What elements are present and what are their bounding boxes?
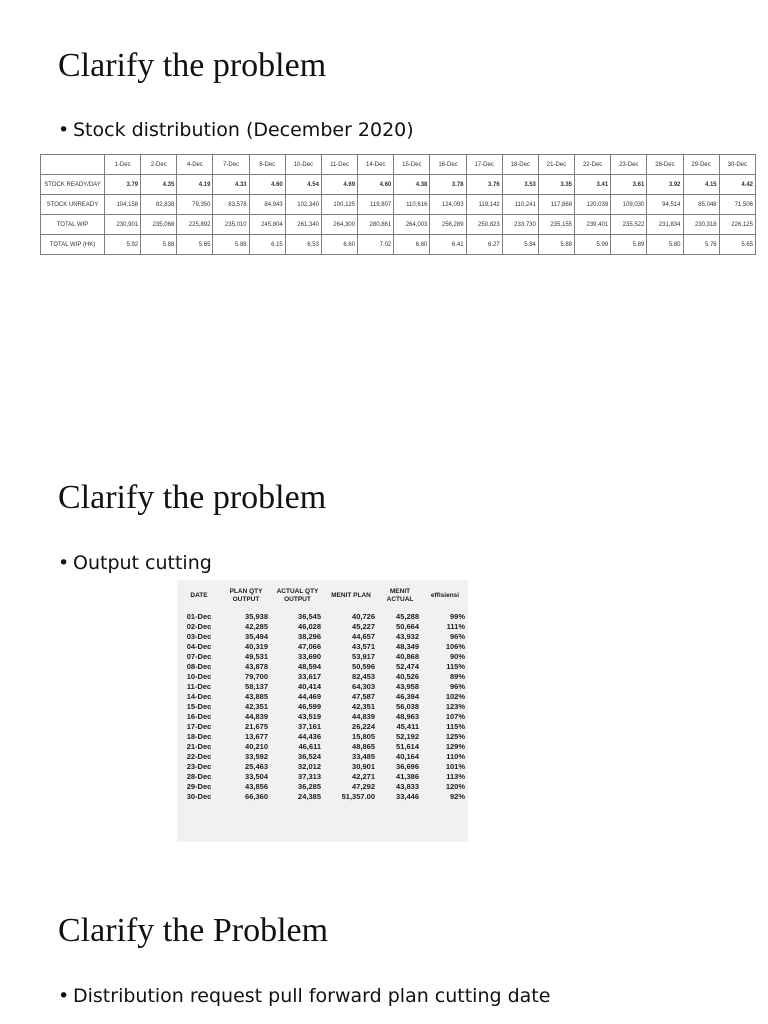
stock-header-corner bbox=[41, 155, 105, 175]
cutting-value-cell: 40,210 bbox=[245, 742, 268, 751]
stock-cell: 7.02 bbox=[358, 235, 394, 255]
stock-cell: 233,730 bbox=[502, 215, 538, 235]
cutting-table-row bbox=[177, 662, 468, 672]
cutting-value-cell: 44,839 bbox=[352, 712, 375, 721]
cutting-value-cell: 79,700 bbox=[245, 672, 268, 681]
cutting-value-cell: 24,385 bbox=[298, 792, 321, 801]
cutting-value-cell: 33,446 bbox=[396, 792, 419, 801]
cutting-value-cell: 26,224 bbox=[352, 722, 375, 731]
cutting-value-cell: 40,526 bbox=[396, 672, 419, 681]
stock-cell: 4.60 bbox=[249, 175, 285, 195]
cutting-value-cell: 43,878 bbox=[245, 662, 268, 671]
cutting-value-cell: 40,319 bbox=[245, 642, 268, 651]
cutting-value-cell: 40,726 bbox=[352, 612, 375, 621]
cutting-value-cell: 52,192 bbox=[396, 732, 419, 741]
output-cutting-table bbox=[177, 580, 468, 802]
stock-cell: 5.80 bbox=[647, 235, 683, 255]
cutting-value-cell: 99% bbox=[449, 612, 465, 621]
stock-header-date: 8-Dec bbox=[249, 155, 285, 175]
stock-header-date: 21-Dec bbox=[538, 155, 574, 175]
cutting-date-cell: 17-Dec bbox=[186, 722, 212, 731]
stock-cell: 79,350 bbox=[177, 195, 213, 215]
cutting-value-cell: 51,614 bbox=[396, 742, 419, 751]
cutting-value-cell: 25,463 bbox=[245, 762, 268, 771]
stock-cell: 230,318 bbox=[683, 215, 719, 235]
cutting-value-cell: 48,963 bbox=[396, 712, 419, 721]
cutting-table-header-row bbox=[177, 580, 468, 612]
stock-cell: 120,039 bbox=[575, 195, 611, 215]
cutting-date-cell: 14-Dec bbox=[186, 692, 212, 701]
cutting-table-row bbox=[177, 672, 468, 682]
cutting-value-cell: 47,066 bbox=[298, 642, 321, 651]
cutting-date-cell: 30-Dec bbox=[186, 792, 212, 801]
stock-cell: 6.60 bbox=[394, 235, 430, 255]
cutting-value-cell: 13,677 bbox=[245, 732, 268, 741]
bullet-dot-icon: • bbox=[58, 552, 70, 574]
stock-cell: 5.65 bbox=[177, 235, 213, 255]
stock-cell: 239,401 bbox=[575, 215, 611, 235]
stock-cell: 6.53 bbox=[285, 235, 321, 255]
cutting-value-cell: 96% bbox=[449, 632, 465, 641]
section2-bullet bbox=[58, 551, 212, 575]
section3-bullet-text: Distribution request pull forward plan cutting date bbox=[73, 985, 551, 1007]
stock-cell: 119,142 bbox=[466, 195, 502, 215]
cutting-value-cell: 113% bbox=[446, 772, 465, 781]
cutting-value-cell: 46,394 bbox=[396, 692, 419, 701]
stock-cell: 4.69 bbox=[321, 175, 357, 195]
cutting-value-cell: 120% bbox=[445, 782, 465, 791]
cutting-table-row bbox=[177, 632, 468, 642]
cutting-value-cell: 44,839 bbox=[245, 712, 268, 721]
stock-cell: 264,003 bbox=[394, 215, 430, 235]
cutting-table-row bbox=[177, 762, 468, 772]
stock-cell: 235,155 bbox=[538, 215, 574, 235]
stock-row-label: STOCK READY/DAY bbox=[41, 175, 105, 195]
stock-header-date: 4-Dec bbox=[177, 155, 213, 175]
cutting-value-cell: 43,519 bbox=[298, 712, 321, 721]
cutting-value-cell: 92% bbox=[449, 792, 465, 801]
cutting-value-cell: 44,657 bbox=[352, 632, 375, 641]
cutting-value-cell: 48,594 bbox=[298, 662, 321, 671]
section1-bullet bbox=[58, 118, 414, 142]
output-cutting-panel bbox=[177, 580, 468, 842]
stock-header-date: 30-Dec bbox=[719, 155, 755, 175]
stock-cell: 84,943 bbox=[249, 195, 285, 215]
cutting-value-cell: 46,611 bbox=[298, 742, 321, 751]
stock-header-date: 14-Dec bbox=[358, 155, 394, 175]
cutting-value-cell: 36,545 bbox=[298, 612, 321, 621]
cutting-value-cell: 42,351 bbox=[352, 702, 375, 711]
cutting-value-cell: 30,901 bbox=[352, 762, 375, 771]
cutting-value-cell: 43,958 bbox=[396, 682, 419, 691]
stock-cell: 250,823 bbox=[466, 215, 502, 235]
stock-table-header-row bbox=[41, 155, 756, 175]
cutting-value-cell: 43,885 bbox=[245, 692, 268, 701]
stock-cell: 3.41 bbox=[575, 175, 611, 195]
stock-distribution-table bbox=[40, 154, 756, 255]
stock-cell: 5.76 bbox=[683, 235, 719, 255]
stock-cell: 104,158 bbox=[105, 195, 141, 215]
cutting-value-cell: 50,596 bbox=[352, 662, 375, 671]
stock-header-date: 2-Dec bbox=[141, 155, 177, 175]
stock-row-label: TOTAL WIP (HK) bbox=[41, 235, 105, 255]
cutting-table-row bbox=[177, 692, 468, 702]
stock-header-date: 22-Dec bbox=[575, 155, 611, 175]
stock-cell: 5.99 bbox=[575, 235, 611, 255]
cutting-value-cell: 129% bbox=[445, 742, 465, 751]
stock-header-date: 18-Dec bbox=[502, 155, 538, 175]
stock-cell: 119,807 bbox=[358, 195, 394, 215]
stock-cell: 235,010 bbox=[213, 215, 249, 235]
cutting-value-cell: 36,285 bbox=[298, 782, 321, 791]
section2-title: Clarify the problem bbox=[58, 479, 327, 516]
bullet-dot-icon: • bbox=[58, 985, 70, 1007]
cutting-value-cell: 47,292 bbox=[352, 782, 375, 791]
stock-cell: 102,340 bbox=[285, 195, 321, 215]
cutting-table-row bbox=[177, 752, 468, 762]
cutting-value-cell: 53,917 bbox=[352, 652, 375, 661]
stock-cell: 94,514 bbox=[647, 195, 683, 215]
cutting-header-cell: MENIT ACTUAL bbox=[386, 588, 414, 603]
section2-bullet-text: Output cutting bbox=[73, 552, 212, 574]
cutting-date-cell: 10-Dec bbox=[186, 672, 212, 681]
stock-cell: 280,861 bbox=[358, 215, 394, 235]
stock-header-date: 7-Dec bbox=[213, 155, 249, 175]
cutting-date-cell: 11-Dec bbox=[186, 682, 212, 691]
stock-cell: 117,868 bbox=[538, 195, 574, 215]
stock-cell: 5.92 bbox=[105, 235, 141, 255]
stock-cell: 3.35 bbox=[538, 175, 574, 195]
stock-cell: 124,093 bbox=[430, 195, 466, 215]
stock-header-date: 11-Dec bbox=[321, 155, 357, 175]
cutting-value-cell: 38,296 bbox=[298, 632, 321, 641]
cutting-value-cell: 35,938 bbox=[245, 612, 268, 621]
stock-cell: 6.41 bbox=[430, 235, 466, 255]
cutting-value-cell: 115% bbox=[446, 662, 465, 671]
stock-cell: 5.84 bbox=[502, 235, 538, 255]
cutting-header-cell: ACTUAL QTY OUTPUT bbox=[276, 588, 319, 603]
cutting-value-cell: 102% bbox=[445, 692, 465, 701]
cutting-value-cell: 42,271 bbox=[352, 772, 375, 781]
stock-cell: 245,804 bbox=[249, 215, 285, 235]
cutting-date-cell: 23-Dec bbox=[186, 762, 212, 771]
stock-cell: 5.89 bbox=[611, 235, 647, 255]
stock-cell: 100,125 bbox=[321, 195, 357, 215]
stock-cell: 3.61 bbox=[611, 175, 647, 195]
cutting-value-cell: 33,592 bbox=[245, 752, 268, 761]
cutting-table-row bbox=[177, 682, 468, 692]
cutting-date-cell: 28-Dec bbox=[186, 772, 212, 781]
stock-header-date: 28-Dec bbox=[647, 155, 683, 175]
stock-cell: 3.92 bbox=[647, 175, 683, 195]
cutting-value-cell: 106% bbox=[445, 642, 465, 651]
stock-cell: 261,340 bbox=[285, 215, 321, 235]
cutting-value-cell: 40,164 bbox=[396, 752, 419, 761]
stock-cell: 6.60 bbox=[321, 235, 357, 255]
stock-cell: 6.27 bbox=[466, 235, 502, 255]
stock-cell: 235,522 bbox=[611, 215, 647, 235]
cutting-value-cell: 21,675 bbox=[245, 722, 268, 731]
cutting-value-cell: 47,587 bbox=[352, 692, 375, 701]
cutting-header-cell: DATE bbox=[190, 592, 208, 599]
cutting-value-cell: 46,599 bbox=[298, 702, 321, 711]
cutting-table-row bbox=[177, 622, 468, 632]
cutting-date-cell: 04-Dec bbox=[186, 642, 212, 651]
cutting-table-row bbox=[177, 612, 468, 622]
stock-cell: 109,030 bbox=[611, 195, 647, 215]
cutting-table-row bbox=[177, 772, 468, 782]
bullet-dot-icon: • bbox=[58, 119, 70, 141]
cutting-value-cell: 45,288 bbox=[396, 612, 419, 621]
cutting-value-cell: 42,285 bbox=[245, 622, 268, 631]
cutting-value-cell: 45,227 bbox=[352, 622, 375, 631]
cutting-date-cell: 02-Dec bbox=[186, 622, 212, 631]
stock-cell: 110,616 bbox=[394, 195, 430, 215]
stock-cell: 6.15 bbox=[249, 235, 285, 255]
cutting-date-cell: 15-Dec bbox=[186, 702, 212, 711]
cutting-value-cell: 56,038 bbox=[396, 702, 419, 711]
cutting-date-cell: 08-Dec bbox=[186, 662, 212, 671]
stock-cell: 4.19 bbox=[177, 175, 213, 195]
stock-table-row bbox=[41, 175, 756, 195]
cutting-table-row bbox=[177, 742, 468, 752]
stock-table-row bbox=[41, 215, 756, 235]
cutting-value-cell: 111% bbox=[446, 622, 465, 631]
section3-bullet bbox=[58, 984, 550, 1008]
stock-cell: 5.88 bbox=[538, 235, 574, 255]
cutting-value-cell: 36,696 bbox=[396, 762, 419, 771]
cutting-value-cell: 37,313 bbox=[298, 772, 321, 781]
cutting-value-cell: 90% bbox=[449, 652, 465, 661]
cutting-value-cell: 40,868 bbox=[396, 652, 419, 661]
cutting-value-cell: 82,453 bbox=[352, 672, 375, 681]
stock-header-date: 23-Dec bbox=[611, 155, 647, 175]
stock-cell: 4.15 bbox=[683, 175, 719, 195]
stock-cell: 4.42 bbox=[719, 175, 755, 195]
cutting-value-cell: 51,357.00 bbox=[341, 792, 375, 801]
cutting-value-cell: 123% bbox=[445, 702, 465, 711]
cutting-date-cell: 03-Dec bbox=[186, 632, 212, 641]
cutting-value-cell: 43,932 bbox=[396, 632, 419, 641]
cutting-value-cell: 32,012 bbox=[298, 762, 321, 771]
stock-cell: 225,892 bbox=[177, 215, 213, 235]
cutting-date-cell: 21-Dec bbox=[186, 742, 212, 751]
cutting-value-cell: 36,524 bbox=[298, 752, 321, 761]
cutting-value-cell: 89% bbox=[449, 672, 465, 681]
cutting-table-row bbox=[177, 642, 468, 652]
cutting-value-cell: 35,494 bbox=[245, 632, 268, 641]
section1-bullet-text: Stock distribution (December 2020) bbox=[73, 119, 414, 141]
cutting-table-row bbox=[177, 732, 468, 742]
cutting-value-cell: 43,571 bbox=[352, 642, 375, 651]
cutting-table-row bbox=[177, 652, 468, 662]
stock-cell: 83,578 bbox=[213, 195, 249, 215]
cutting-header-cell: MENIT PLAN bbox=[331, 592, 371, 599]
cutting-value-cell: 33,617 bbox=[298, 672, 321, 681]
cutting-value-cell: 33,690 bbox=[298, 652, 321, 661]
stock-cell: 3.79 bbox=[105, 175, 141, 195]
cutting-value-cell: 96% bbox=[449, 682, 465, 691]
stock-cell: 5.65 bbox=[719, 235, 755, 255]
cutting-value-cell: 33,485 bbox=[352, 752, 375, 761]
stock-cell: 264,300 bbox=[321, 215, 357, 235]
cutting-value-cell: 44,469 bbox=[298, 692, 321, 701]
stock-cell: 3.76 bbox=[466, 175, 502, 195]
cutting-header-cell: PLAN QTY OUTPUT bbox=[229, 588, 263, 603]
cutting-value-cell: 48,349 bbox=[396, 642, 419, 651]
stock-row-label: STOCK UNREADY bbox=[41, 195, 105, 215]
cutting-value-cell: 49,531 bbox=[245, 652, 268, 661]
stock-cell: 4.60 bbox=[358, 175, 394, 195]
stock-cell: 4.35 bbox=[141, 175, 177, 195]
stock-cell: 3.53 bbox=[502, 175, 538, 195]
cutting-value-cell: 66,360 bbox=[245, 792, 268, 801]
cutting-header-cell: effisiensi bbox=[430, 592, 460, 599]
stock-header-date: 17-Dec bbox=[466, 155, 502, 175]
section1-title: Clarify the problem bbox=[58, 47, 327, 84]
cutting-table-row bbox=[177, 722, 468, 732]
stock-cell: 230,901 bbox=[105, 215, 141, 235]
stock-table-row bbox=[41, 235, 756, 255]
stock-cell: 71,506 bbox=[719, 195, 755, 215]
stock-cell: 4.54 bbox=[285, 175, 321, 195]
stock-table-row bbox=[41, 195, 756, 215]
stock-header-date: 1-Dec bbox=[105, 155, 141, 175]
stock-cell: 235,068 bbox=[141, 215, 177, 235]
cutting-value-cell: 44,436 bbox=[298, 732, 321, 741]
stock-cell: 226,125 bbox=[719, 215, 755, 235]
cutting-value-cell: 125% bbox=[445, 732, 465, 741]
cutting-table-body bbox=[177, 612, 468, 802]
cutting-date-cell: 18-Dec bbox=[186, 732, 212, 741]
cutting-date-cell: 07-Dec bbox=[186, 652, 212, 661]
cutting-value-cell: 46,028 bbox=[298, 622, 321, 631]
cutting-table-row bbox=[177, 792, 468, 802]
cutting-table-row bbox=[177, 702, 468, 712]
cutting-value-cell: 52,474 bbox=[396, 662, 419, 671]
cutting-value-cell: 107% bbox=[445, 712, 465, 721]
cutting-value-cell: 15,805 bbox=[352, 732, 375, 741]
cutting-table-row bbox=[177, 782, 468, 792]
stock-table-body bbox=[41, 175, 756, 255]
stock-cell: 256,289 bbox=[430, 215, 466, 235]
stock-row-label: TOTAL WIP bbox=[41, 215, 105, 235]
stock-cell: 110,241 bbox=[502, 195, 538, 215]
stock-header-date: 15-Dec bbox=[394, 155, 430, 175]
cutting-value-cell: 37,161 bbox=[298, 722, 321, 731]
cutting-value-cell: 43,856 bbox=[245, 782, 268, 791]
stock-header-date: 10-Dec bbox=[285, 155, 321, 175]
stock-cell: 231,834 bbox=[647, 215, 683, 235]
cutting-value-cell: 50,664 bbox=[396, 622, 419, 631]
cutting-value-cell: 101% bbox=[445, 762, 465, 771]
cutting-value-cell: 48,865 bbox=[352, 742, 375, 751]
cutting-value-cell: 45,411 bbox=[396, 722, 419, 731]
stock-cell: 4.38 bbox=[394, 175, 430, 195]
cutting-value-cell: 43,833 bbox=[396, 782, 419, 791]
cutting-value-cell: 64,303 bbox=[352, 682, 375, 691]
stock-cell: 85,048 bbox=[683, 195, 719, 215]
cutting-table-row bbox=[177, 712, 468, 722]
cutting-value-cell: 115% bbox=[446, 722, 465, 731]
cutting-date-cell: 16-Dec bbox=[186, 712, 212, 721]
stock-cell: 4.33 bbox=[213, 175, 249, 195]
stock-cell: 82,838 bbox=[141, 195, 177, 215]
cutting-value-cell: 110% bbox=[446, 752, 465, 761]
stock-header-date: 16-Dec bbox=[430, 155, 466, 175]
stock-cell: 5.88 bbox=[213, 235, 249, 255]
stock-cell: 3.78 bbox=[430, 175, 466, 195]
section3-title: Clarify the Problem bbox=[58, 912, 329, 949]
stock-cell: 5.88 bbox=[141, 235, 177, 255]
cutting-value-cell: 42,351 bbox=[245, 702, 268, 711]
cutting-date-cell: 01-Dec bbox=[186, 612, 212, 621]
cutting-date-cell: 22-Dec bbox=[186, 752, 212, 761]
stock-header-date: 29-Dec bbox=[683, 155, 719, 175]
cutting-date-cell: 29-Dec bbox=[186, 782, 212, 791]
cutting-value-cell: 33,504 bbox=[245, 772, 268, 781]
cutting-value-cell: 40,414 bbox=[298, 682, 321, 691]
cutting-value-cell: 58,137 bbox=[245, 682, 268, 691]
cutting-value-cell: 41,386 bbox=[396, 772, 419, 781]
